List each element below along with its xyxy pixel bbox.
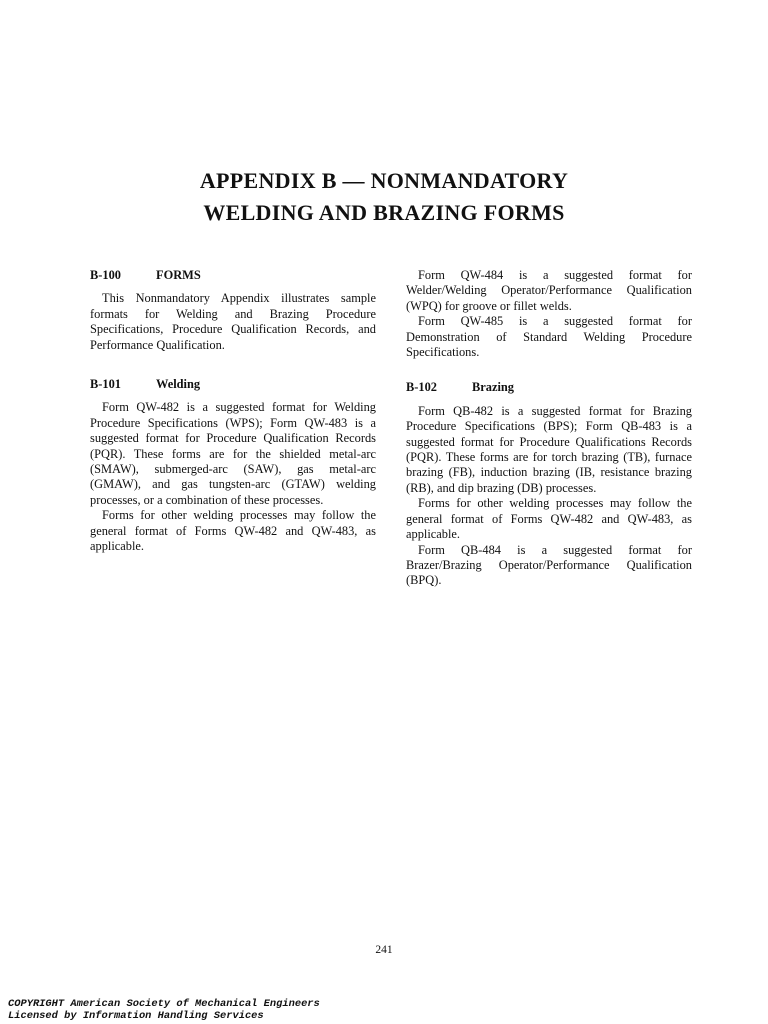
paragraph-b102-1: Form QB-482 is a suggested format for Brazing Procedure Specifications (BPS); Form QB-483 is a suggested format for Procedure Qualifications Records (PQR). These forms are for torch brazing (TB), furnace brazing (FB), induction brazing (IB, resistance brazing (RB), and dip brazing (DB) processes. [406, 403, 692, 495]
section-number-b101: B-101 [90, 377, 121, 392]
section-title-b100: FORMS [156, 268, 201, 282]
paragraph-b101-1: Form QW-482 is a suggested format for Welding Procedure Specifications (WPS); Form QW-483 is a suggested format for Procedure Qualification Records (PQR). These forms are for the shielded metal-arc (SMAW), submerged-arc (SAW), gas metal-arc (GMAW), and gas tungsten-arc (GTAW) welding processes, or a combination of these processes. [90, 400, 376, 507]
section-number-b100: B-100 [90, 268, 121, 282]
section-heading-b100 [90, 268, 376, 283]
paragraph-b101-2: Forms for other welding processes may follow the general format of Forms QW-482 and QW-483, as applicable. [90, 508, 376, 554]
paragraph-b101-3: Form QW-484 is a suggested format for Welder/Welding Operator/Performance Qualification (WPQ) for groove or fillet welds. [406, 268, 692, 313]
section-title-b102: Brazing [472, 380, 514, 395]
paragraph-b100-1: This Nonmandatory Appendix illustrates sample formats for Welding and Brazing Procedure Specifications, Procedure Qualification Records, and Performance Qualification. [90, 291, 376, 352]
section-heading-b102 [406, 380, 692, 395]
appendix-title-line-1: APPENDIX B — NONMANDATORY [199, 168, 569, 193]
paragraph-b102-2: Forms for other welding processes may follow the general format of Forms QW-482 and QW-483, as applicable. [406, 496, 692, 542]
right-column [406, 268, 692, 589]
appendix-title-line-2: WELDING AND BRAZING FORMS [203, 200, 565, 225]
license-notice: Licensed by Information Handling Services [8, 1010, 264, 1022]
page-number: 241 [375, 944, 393, 956]
paragraph-b102-3: Form QB-484 is a suggested format for Brazer/Brazing Operator/Performance Qualification (BPQ). [406, 542, 692, 588]
copyright-notice: COPYRIGHT American Society of Mechanical Engineers [8, 998, 320, 1010]
left-column [90, 268, 376, 555]
paragraph-b101-4: Form QW-485 is a suggested format for Demonstration of Standard Welding Procedure Specifications. [406, 314, 692, 360]
section-heading-b101 [90, 377, 376, 392]
section-title-b101: Welding [156, 377, 201, 392]
section-number-b102: B-102 [406, 380, 437, 395]
